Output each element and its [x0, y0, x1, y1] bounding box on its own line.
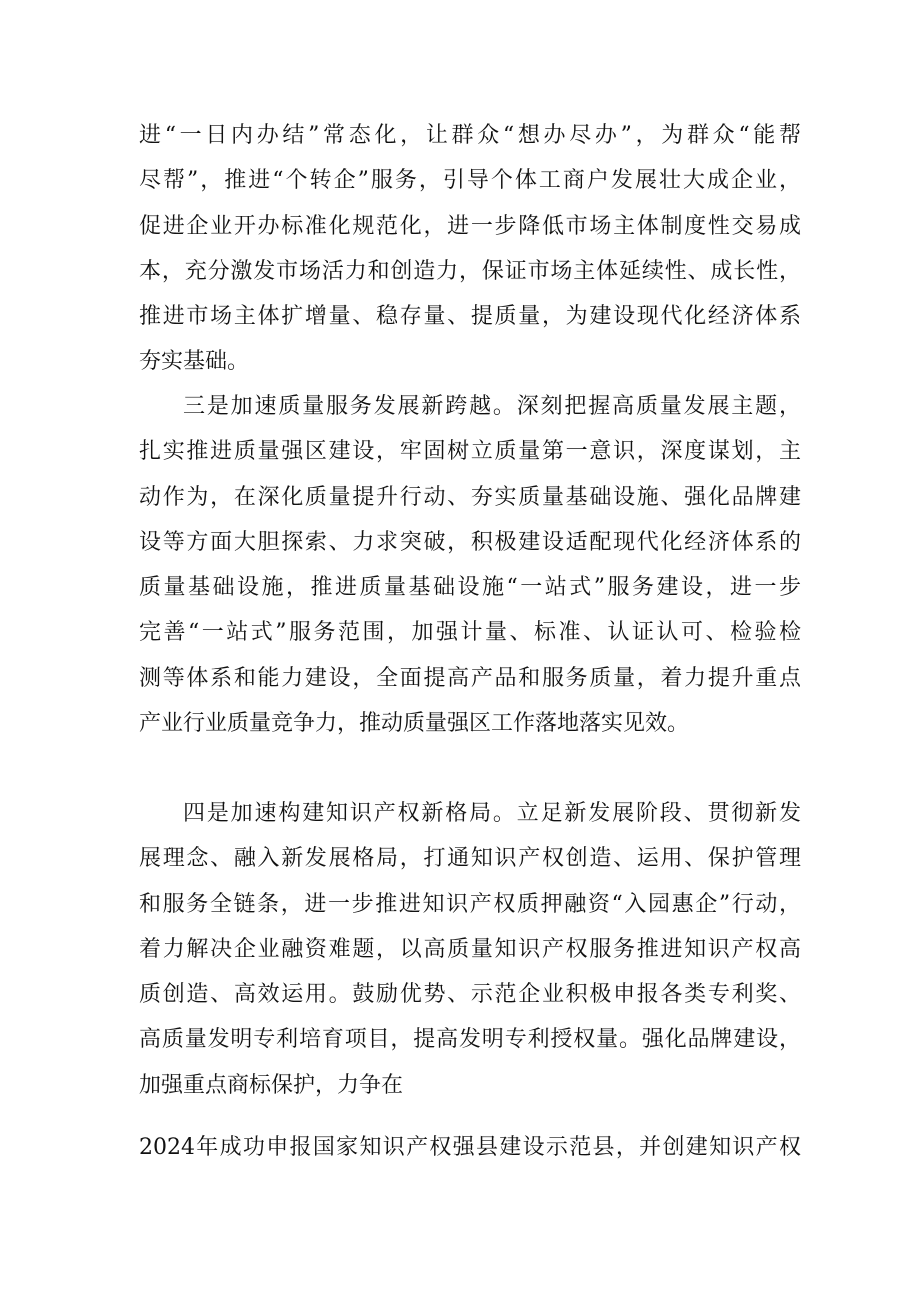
- text-line: 三是加速质量服务发展新跨越。深刻把握高质量发展主题，: [183, 394, 801, 419]
- text-line: 展理念、融入新发展格局，打通知识产权创造、运用、保护管理: [139, 846, 801, 872]
- text-line: 扎实推进质量强区建设，牢固树立质量第一意识，深度谋划，主: [139, 439, 801, 465]
- text-line: 推进市场主体扩增量、稳存量、提质量，为建设现代化经济体系: [139, 304, 801, 330]
- text-line: 和服务全链条，进一步推进知识产权质押融资“入园惠企”行动，: [139, 891, 801, 917]
- text-line: 进“一日内办结”常态化，让群众“想办尽办”，为群众“能帮: [139, 123, 801, 148]
- paragraph-quality-service: [139, 384, 801, 746]
- text-line: 本，充分激发市场活力和创造力，保证市场主体延续性、成长性，: [139, 258, 801, 284]
- text-line: 产业行业质量竞争力，推动质量强区工作落地落实见效。: [139, 711, 690, 737]
- paragraph-2024-goal: [139, 1125, 801, 1170]
- text-line: 设等方面大胆探索、力求突破，积极建设适配现代化经济体系的: [139, 529, 801, 555]
- paragraph-intellectual-property: [139, 791, 801, 1108]
- text-line: 完善“一站式”服务范围，加强计量、标准、认证认可、检验检: [139, 620, 801, 646]
- text-line: 测等体系和能力建设，全面提高产品和服务质量，着力提升重点: [139, 665, 801, 691]
- text-line: 促进企业开办标准化规范化，进一步降低市场主体制度性交易成: [139, 213, 801, 239]
- text-line: 2024年成功申报国家知识产权强县建设示范县，并创建知识产权: [139, 1135, 801, 1160]
- text-line: 夯实基础。: [139, 349, 250, 375]
- text-line: 质创造、高效运用。鼓励优势、示范企业积极申报各类专利奖、: [139, 982, 801, 1008]
- text-line: 动作为，在深化质量提升行动、夯实质量基础设施、强化品牌建: [139, 484, 801, 510]
- text-line: 加强重点商标保护，力争在: [139, 1072, 404, 1098]
- text-line: 着力解决企业融资难题，以高质量知识产权服务推进知识产权高: [139, 936, 801, 962]
- text-line: 质量基础设施，推进质量基础设施“一站式”服务建设，进一步: [139, 575, 801, 601]
- text-line: 四是加速构建知识产权新格局。立足新发展阶段、贯彻新发: [183, 801, 801, 826]
- text-line: 高质量发明专利培育项目，提高发明专利授权量。强化品牌建设，: [139, 1027, 801, 1053]
- paragraph-continued: [139, 113, 801, 385]
- text-line: 尽帮”，推进“个转企”服务，引导个体工商户发展壮大成企业，: [139, 168, 801, 194]
